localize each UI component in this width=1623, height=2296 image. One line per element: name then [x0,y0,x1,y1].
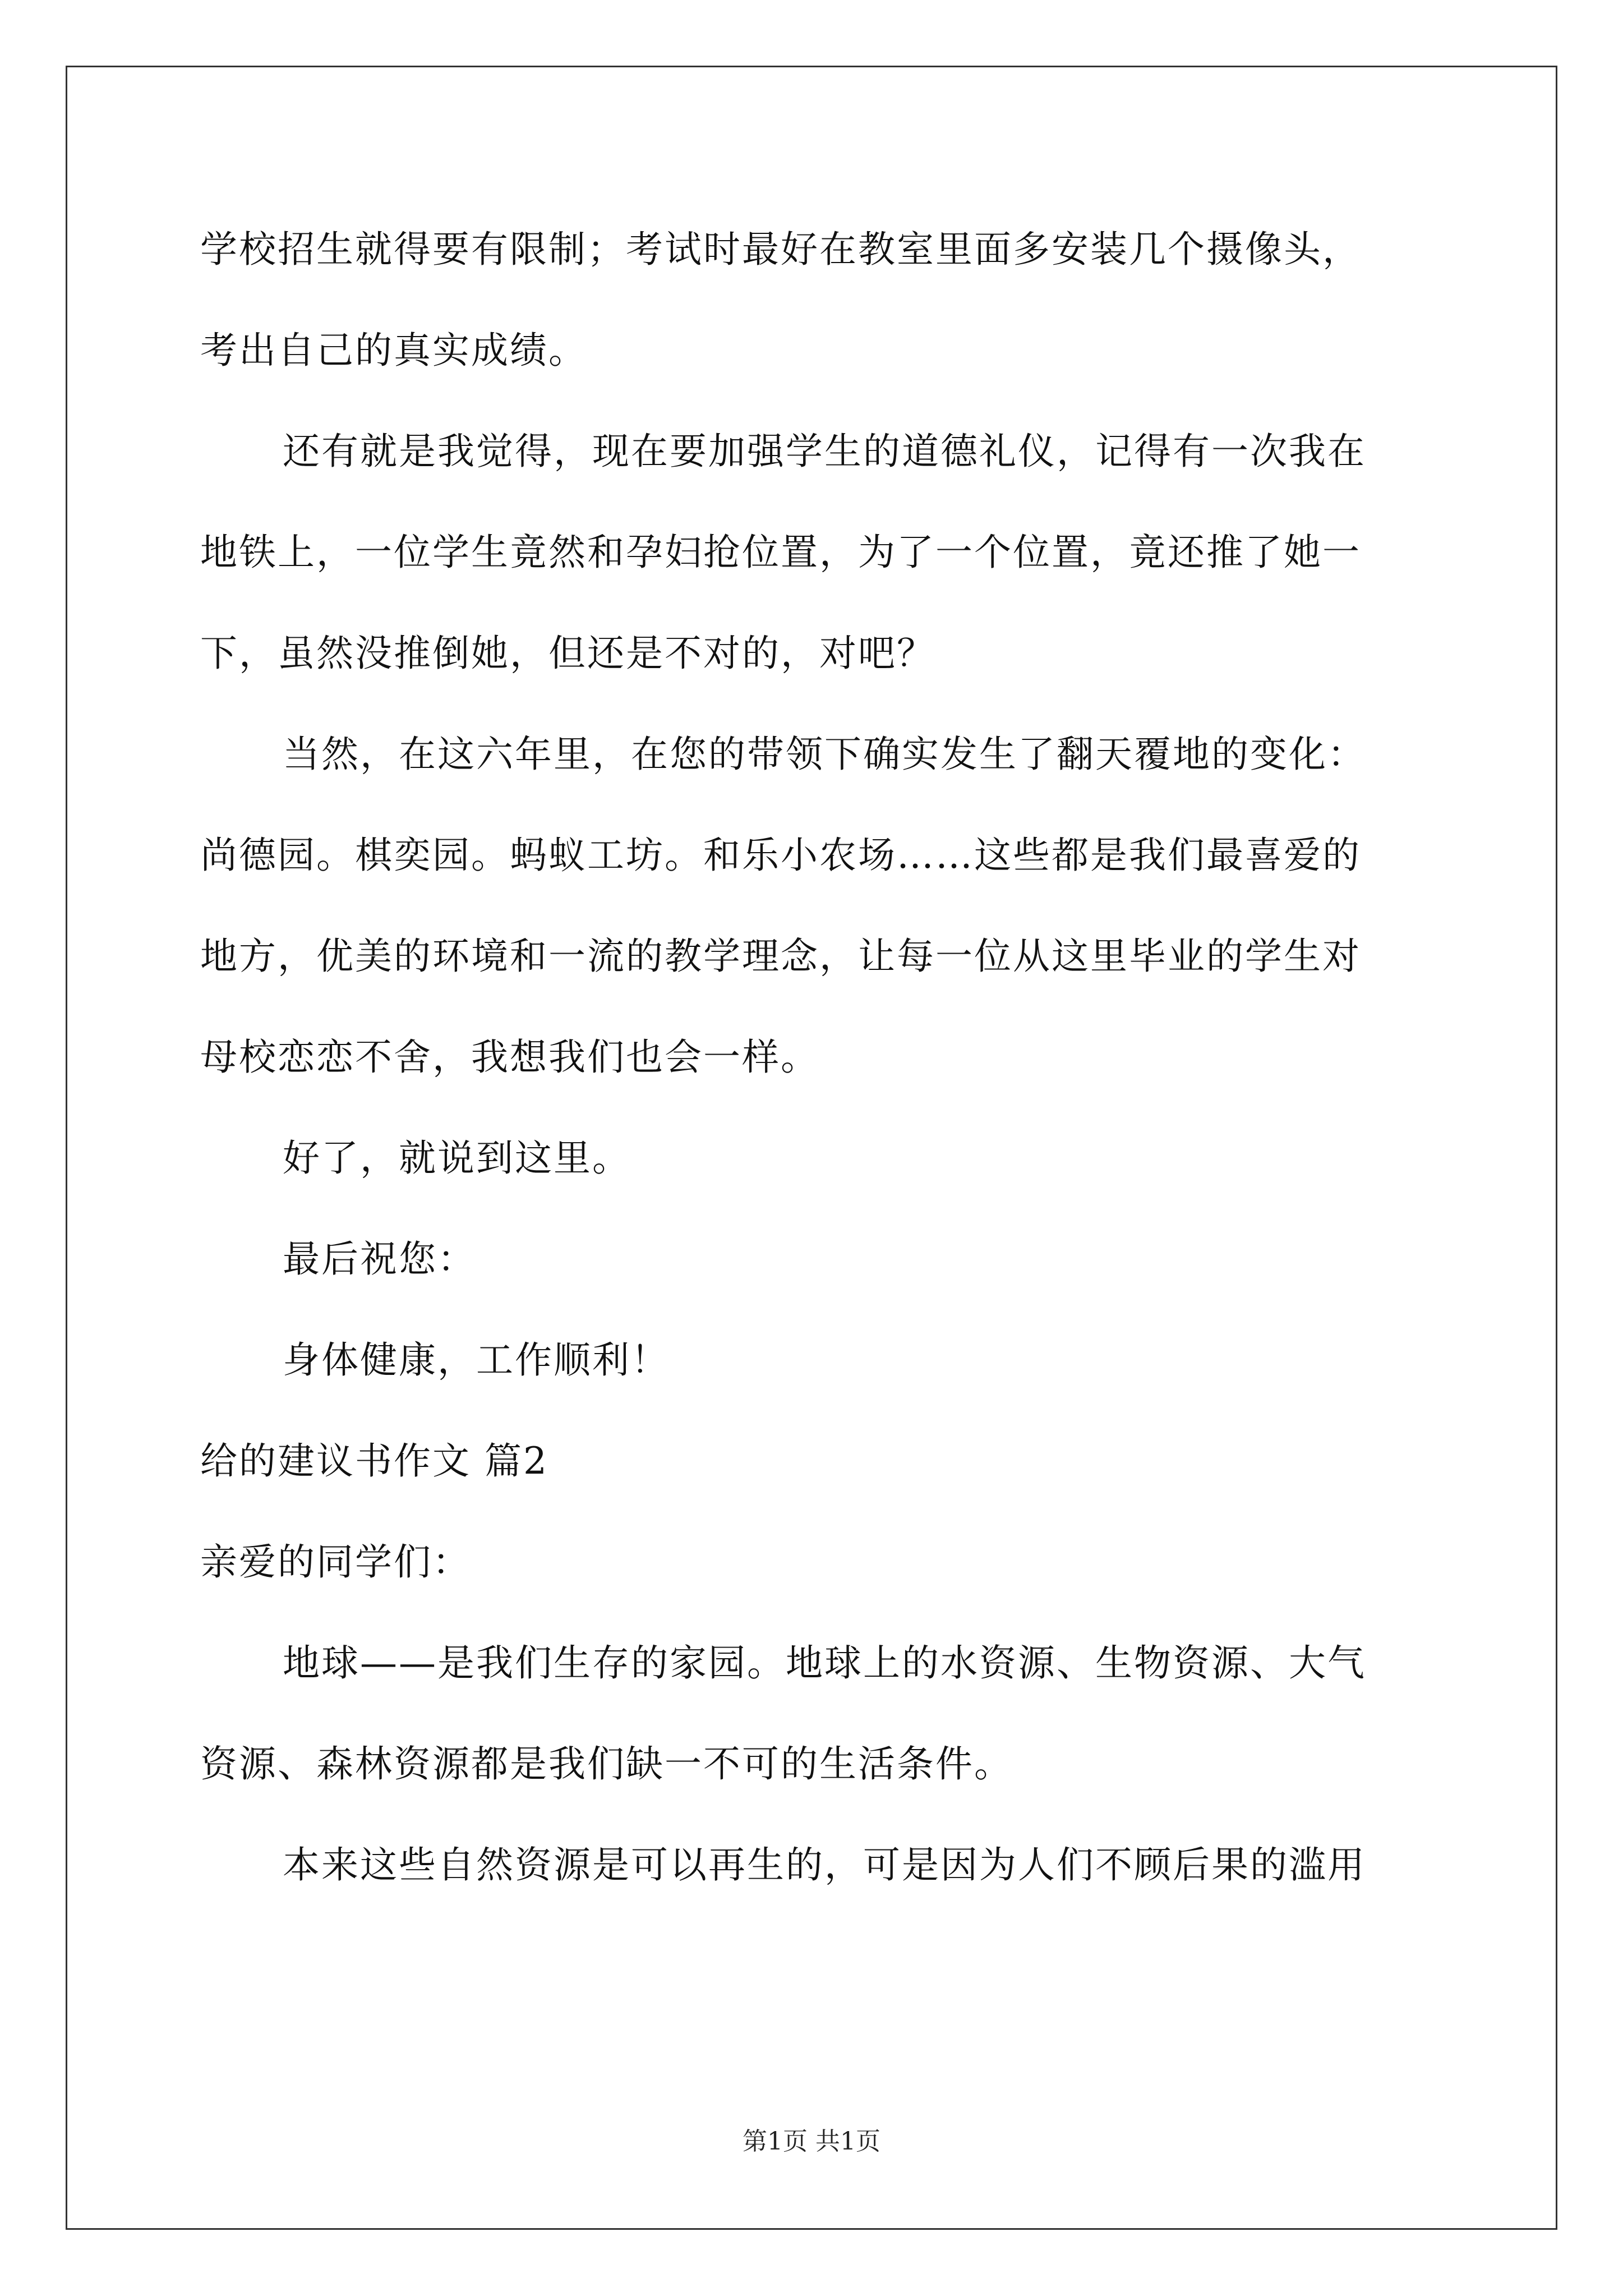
text-line: 地方，优美的环境和一流的教学理念，让每一位从这里毕业的学生对 [200,935,1361,978]
text-line: 地球——是我们生存的家园。地球上的水资源、生物资源、大气 [283,1641,1366,1685]
text-line: 好了，就说到这里。 [283,1137,631,1180]
text-line: 资源、森林资源都是我们缺一不可的生活条件。 [200,1742,1013,1786]
text-line: 还有就是我觉得，现在要加强学生的道德礼仪，记得有一次我在 [283,430,1366,473]
text-line: 地铁上，一位学生竟然和孕妇抢位置，为了一个位置，竟还推了她一 [200,531,1361,574]
text-line: 学校招生就得要有限制；考试时最好在教室里面多安装几个摄像头， [200,228,1361,271]
text-line: 当然，在这六年里，在您的带领下确实发生了翻天覆地的变化： [283,733,1366,776]
text-line: 下，虽然没推倒她，但还是不对的，对吧？ [200,632,935,675]
text-line: 尚德园。棋奕园。蚂蚁工坊。和乐小农场……这些都是我们最喜爱的 [200,834,1361,877]
text-line: 身体健康，工作顺利！ [283,1338,670,1382]
page-footer: 第1页 共1页 [743,2127,880,2156]
section-heading: 给的建议书作文 篇2 [200,1439,548,1483]
text-line: 考出自己的真实成绩。 [200,329,587,372]
text-line: 母校恋恋不舍，我想我们也会一样。 [200,1036,819,1079]
salutation: 亲爱的同学们： [200,1540,471,1584]
text-line: 本来这些自然资源是可以再生的，可是因为人们不顾后果的滥用 [283,1843,1366,1887]
text-line: 最后祝您： [283,1237,476,1281]
